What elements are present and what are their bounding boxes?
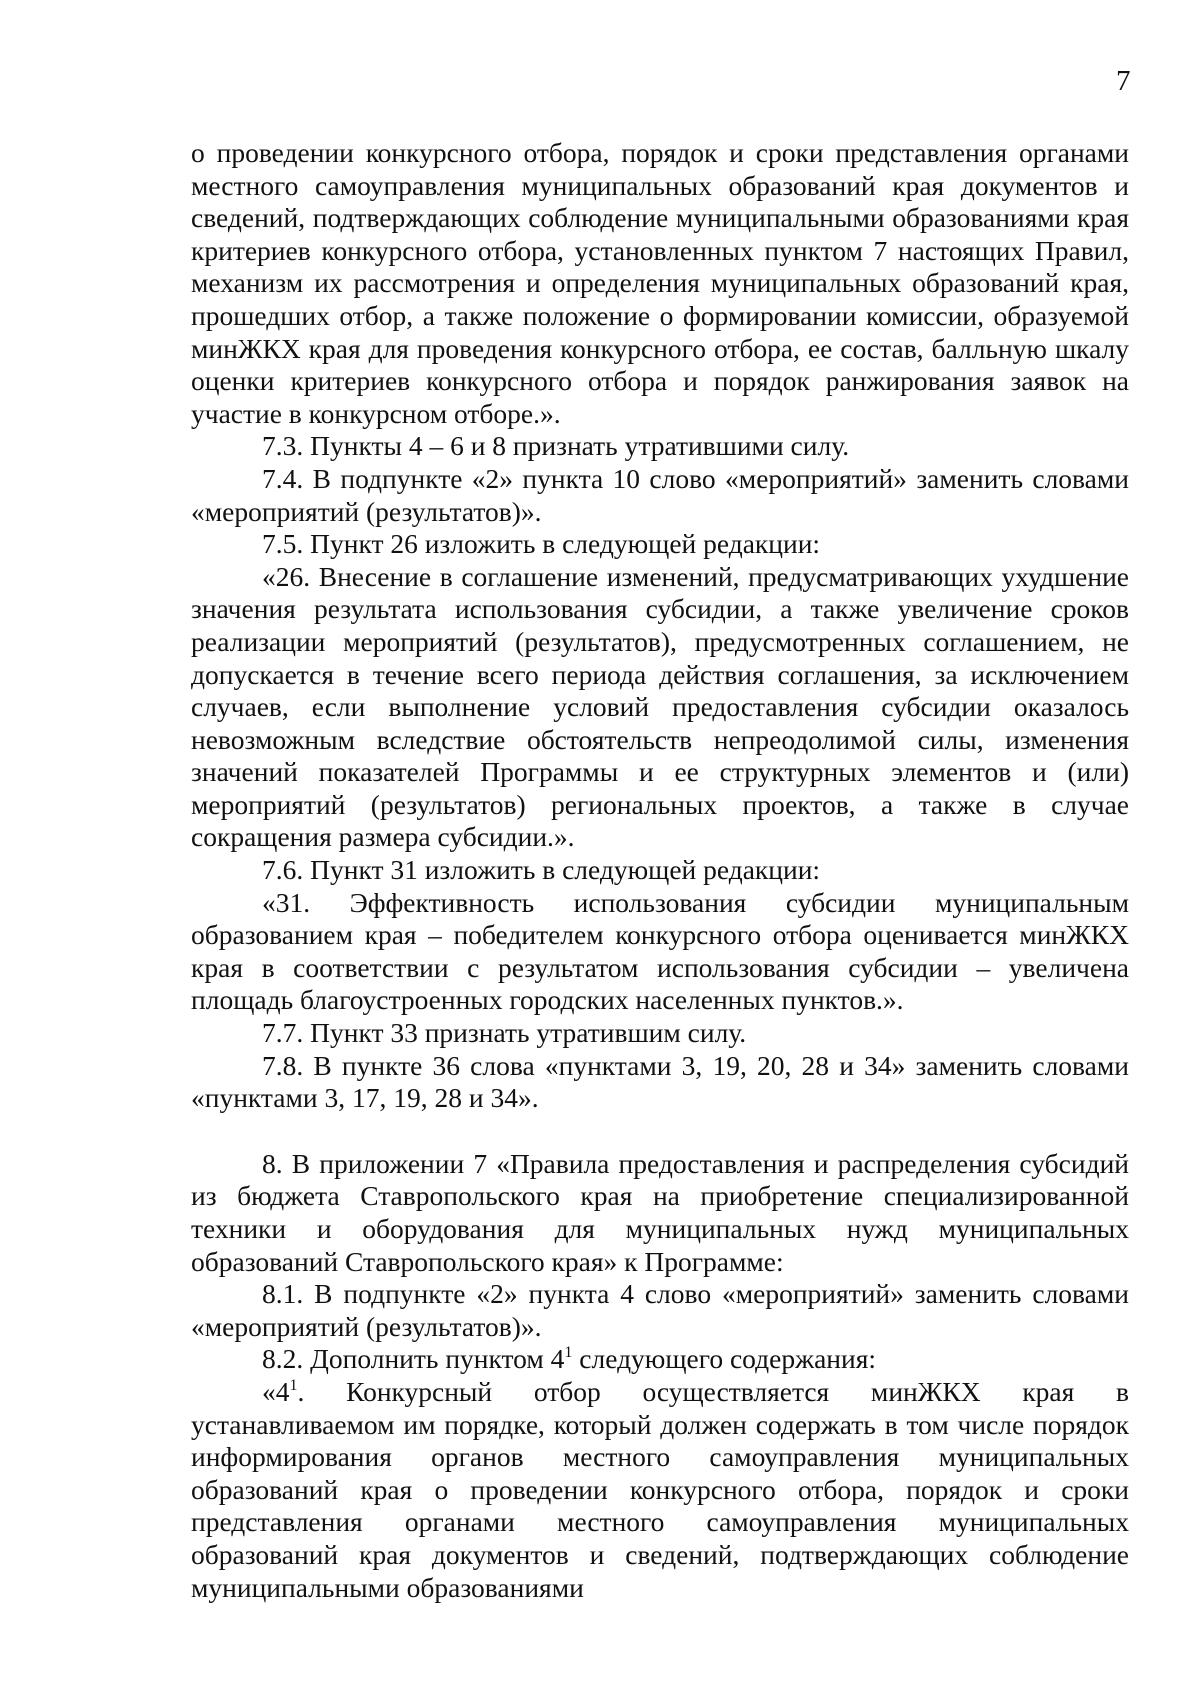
section-spacer bbox=[191, 1115, 1129, 1148]
page-number: 7 bbox=[1116, 65, 1131, 97]
paragraph-8-1: 8.1. В подпункте «2» пункта 4 слово «мероприятий» заменить словами «мероприятий (результатов)». bbox=[191, 1278, 1129, 1342]
paragraph-7-7: 7.7. Пункт 33 признать утратившим силу. bbox=[262, 1017, 747, 1049]
paragraph-7-5: 7.5. Пункт 26 изложить в следующей редакции: bbox=[262, 528, 821, 560]
paragraph-point-4-1 bbox=[191, 1376, 1129, 1604]
document-body bbox=[191, 137, 1129, 1604]
paragraph-7-8: 7.8. В пункте 36 слова «пунктами 3, 19, 20, 28 и 34» заменить словами «пунктами 3, 17, 19, 28 и 34». bbox=[191, 1049, 1129, 1114]
paragraph-8: 8. В приложении 7 «Правила предоставления и распределения субсидий из бюджета Ставропольского края на приобретение специализированной техники и оборудования для муниципальных нужд муниципальных образований Ставропольского края» к Программе: bbox=[191, 1147, 1129, 1277]
paragraph-point-26: «26. Внесение в соглашение изменений, предусматривающих ухудшение значения результата использования субсидии, а также увеличение сроков реализации мероприятий (результатов), предусмотренных соглашением, не допускается в течение всего периода действия соглашения, за исключением случаев, если выполнение условий предоставления субсидии оказалось невозможным вследствие обстоятельств непреодолимой силы, изменения значений показателей Программы и ее структурных элементов и (или) мероприятий (результатов) региональных проектов, а также в случае сокращения размера субсидии.». bbox=[191, 560, 1129, 853]
paragraph-point-4-1-superscript: 1 bbox=[289, 1376, 298, 1394]
paragraph-point-4-1-body: . Конкурсный отбор осуществляется минЖКХ края в устанавливаемом им порядке, который должен содержать в том числе порядок информирования органов местного самоуправления муниципальных образований края о проведении конкурсного отбора, порядок и сроки представления органами местного самоуправления муниципальных образований края документов и сведений, подтверждающих соблюдение муниципальными образованиями bbox=[191, 1375, 1129, 1603]
paragraph-8-2-text-start: 8.2. Дополнить пунктом 4 bbox=[262, 1343, 565, 1375]
paragraph-7-6: 7.6. Пункт 31 изложить в следующей редакции: bbox=[262, 854, 821, 886]
paragraph-continuation-criteria: о проведении конкурсного отбора, порядок и сроки представления органами местного самоуправления муниципальных образований края документов и сведений, подтверждающих соблюдение муниципальными образованиями края критериев конкурсного отбора, установленных пунктом 7 настоящих Правил, механизм их рассмотрения и определения муниципальных образований края, прошедших отбор, а также положение о формировании комиссии, образуемой минЖКХ края для проведения конкурсного отбора, ее состав, балльную шкалу оценки критериев конкурсного отбора и порядок ранжирования заявок на участие в конкурсном отборе.». bbox=[191, 137, 1129, 429]
paragraph-8-2-superscript: 1 bbox=[564, 1344, 573, 1362]
paragraph-7-3: 7.3. Пункты 4 – 6 и 8 признать утратившими силу. bbox=[262, 430, 850, 462]
paragraph-8-2 bbox=[191, 1343, 1129, 1376]
paragraph-7-4: 7.4. В подпункте «2» пункта 10 слово «мероприятий» заменить словами «мероприятий (результатов)». bbox=[191, 462, 1129, 527]
paragraph-8-2-text-end: следующего содержания: bbox=[572, 1343, 876, 1375]
paragraph-point-31: «31. Эффективность использования субсидии муниципальным образованием края – победителем конкурсного отбора оценивается минЖКХ края в соответствии с результатом использования субсидии – увеличена площадь благоустроенных городских населенных пунктов.». bbox=[191, 886, 1129, 1016]
paragraph-point-4-1-start: «4 bbox=[262, 1375, 290, 1407]
